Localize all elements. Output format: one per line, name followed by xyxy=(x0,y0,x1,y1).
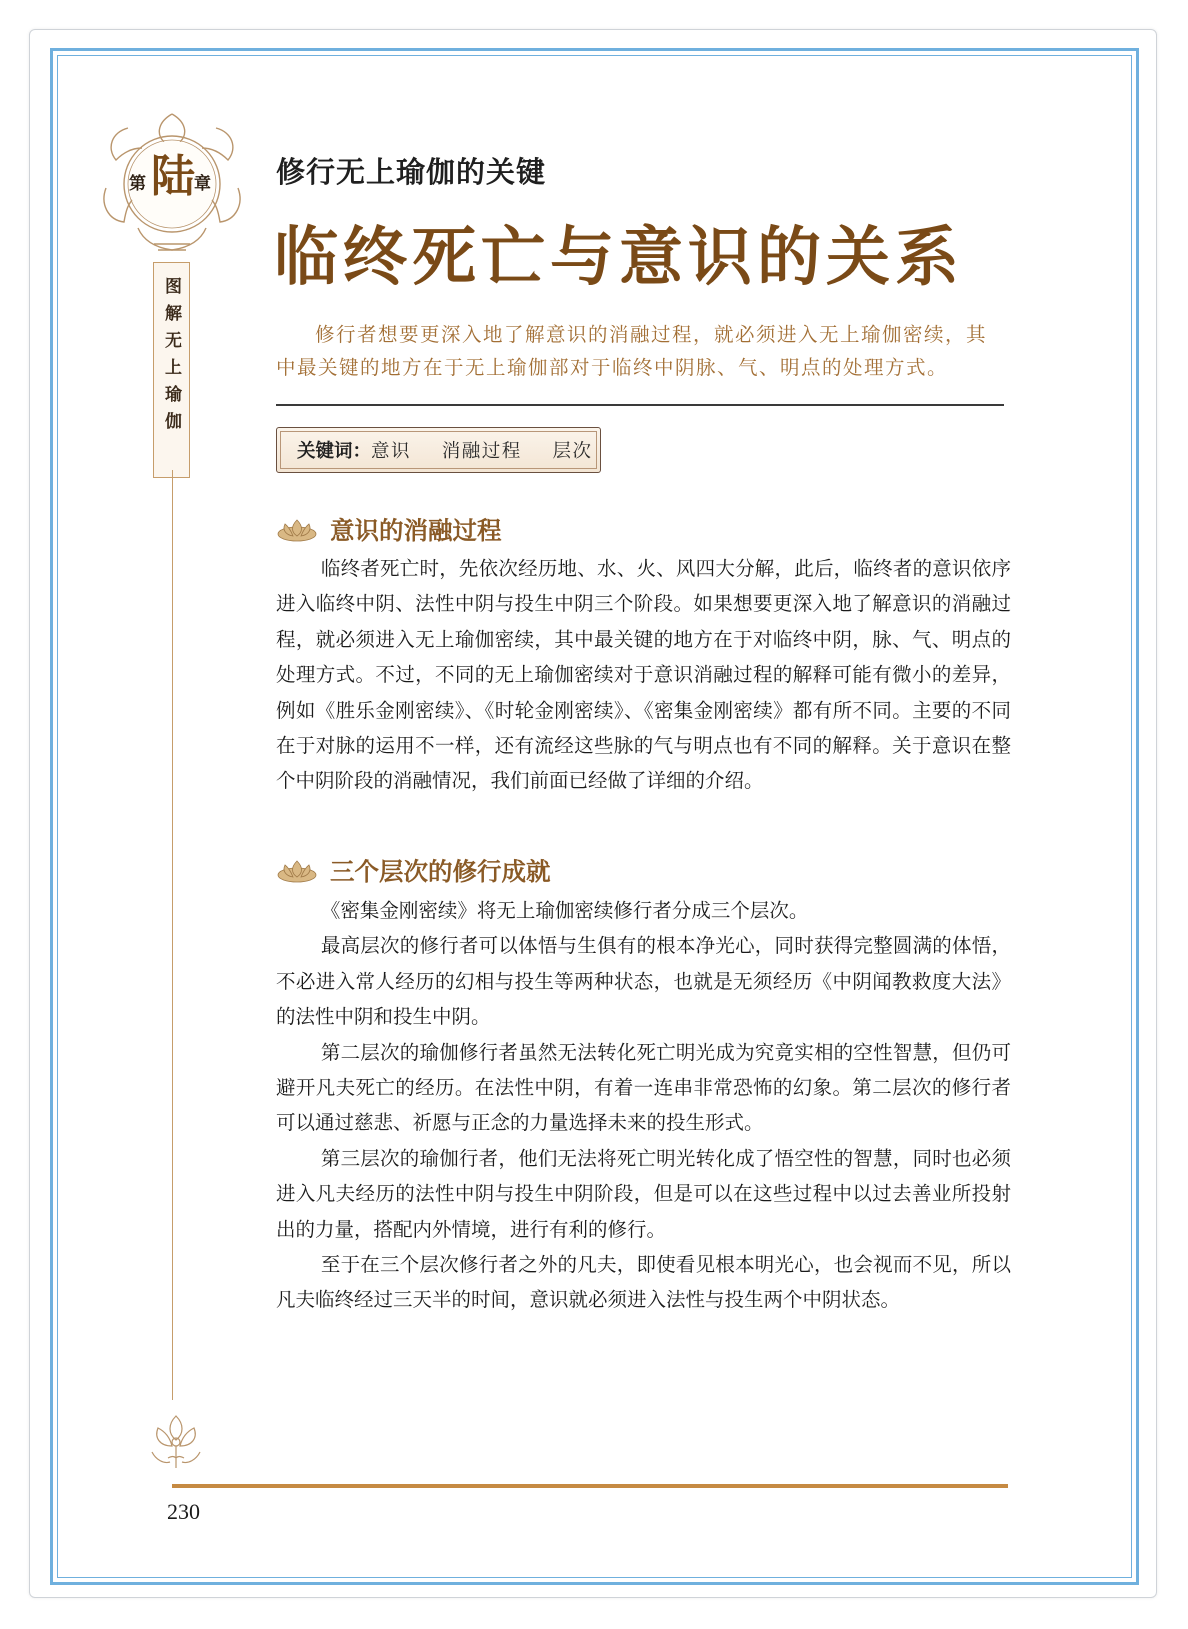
chapter-prefix: 第 xyxy=(129,174,146,194)
page-subtitle: 修行无上瑜伽的关键 xyxy=(276,155,547,189)
footer-rule xyxy=(172,1484,1008,1488)
section-heading-text: 意识的消融过程 xyxy=(330,516,502,545)
chapter-suffix: 章 xyxy=(194,174,211,194)
lotus-bullet-icon xyxy=(276,857,318,885)
margin-rule xyxy=(172,470,173,1400)
paragraph: 第二层次的瑜伽修行者虽然无法转化死亡明光成为究竟实相的空性智慧，但仍可避开凡夫死亡的经历。在法性中阴，有着一连串非常恐怖的幻象。第二层次的修行者可以通过慈悲、祈愿与正念的力量选择未来的投生形式。 xyxy=(276,1040,1011,1135)
section-heading-text: 三个层次的修行成就 xyxy=(330,857,551,886)
chapter-badge xyxy=(98,108,246,256)
section-body xyxy=(276,893,1011,1318)
keywords-label: 关键词： xyxy=(297,441,372,462)
page-title: 临终死亡与意识的关系 xyxy=(274,220,964,295)
flower-ornament-icon xyxy=(146,1412,206,1474)
keywords-value: 意识 消融过程 层次 xyxy=(371,441,593,462)
divider xyxy=(276,404,1004,406)
spine-label-box xyxy=(153,262,190,478)
page-number: 230 xyxy=(167,1499,200,1524)
chapter-numeral: 陆 xyxy=(151,151,195,202)
paragraph: 第三层次的瑜伽行者，他们无法将死亡明光转化成了悟空性的智慧，同时也必须进入凡夫经历的法性中阴与投生中阴阶段，但是可以在这些过程中以过去善业所投射出的力量，搭配内外情境，进行有利的修行。 xyxy=(276,1146,1011,1241)
paragraph: 临终者死亡时，先依次经历地、水、火、风四大分解，此后，临终者的意识依序进入临终中阴、法性中阴与投生中阴三个阶段。如果想要更深入地了解意识的消融过程，就必须进入无上瑜伽密续，其中最关键的地方在于对临终中阴，脉、气、明点的处理方式。不过，不同的无上瑜伽密续对于意识消融过程的解释可能有微小的差异，例如《胜乐金刚密续》、《时轮金刚密续》、《密集金刚密续》都有所不同。主要的不同在于对脉的运用不一样，还有流经这些脉的气与明点也有不同的解释。关于意识在整个中阴阶段的消融情况，我们前面已经做了详细的介绍。 xyxy=(276,557,1011,793)
lotus-bullet-icon xyxy=(276,516,318,544)
paragraph: 最高层次的修行者可以体悟与生俱有的根本净光心，同时获得完整圆满的体悟，不必进入常人经历的幻相与投生等两种状态，也就是无须经历《中阴闻教救度大法》的法性中阴和投生中阴。 xyxy=(276,934,1011,1029)
paragraph: 至于在三个层次修行者之外的凡夫，即使看见根本明光心，也会视而不见，所以凡夫临终经过三天半的时间，意识就必须进入法性与投生两个中阴状态。 xyxy=(276,1253,1011,1312)
section-heading xyxy=(276,853,551,888)
bottom-ornament xyxy=(146,1412,206,1474)
keywords-box xyxy=(276,427,601,473)
paragraph: 《密集金刚密续》将无上瑜伽密续修行者分成三个层次。 xyxy=(320,899,809,922)
intro-paragraph: 修行者想要更深入地了解意识的消融过程，就必须进入无上瑜伽密续，其中最关键的地方在于无上瑜伽部对于临终中阴脉、气、明点的处理方式。 xyxy=(276,323,988,379)
spine-label: 图解无上瑜伽 xyxy=(161,277,181,439)
section-body xyxy=(276,551,1011,799)
section-heading xyxy=(276,512,502,547)
